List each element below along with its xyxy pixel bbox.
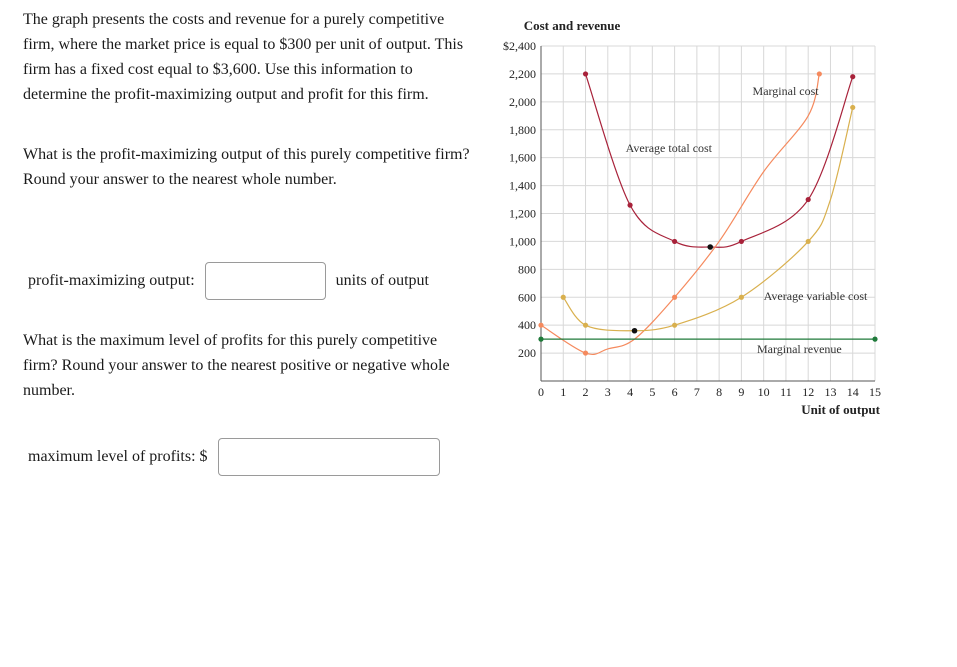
maximum-profit-input[interactable]	[218, 438, 440, 476]
x-tick-label: 10	[757, 385, 770, 399]
y-tick-label: 2,000	[509, 94, 536, 109]
y-tick-label: 2,200	[509, 66, 536, 81]
x-tick-label: 11	[780, 385, 792, 399]
chart-grid	[541, 46, 875, 381]
y-tick-label: 1,000	[509, 234, 536, 249]
curve-label: Marginal revenue	[756, 342, 842, 357]
y-tick-label: 1,200	[509, 206, 536, 221]
x-tick-label: 9	[738, 385, 745, 399]
average-variable-cost-point	[850, 105, 855, 110]
marginal-cost-point	[672, 295, 677, 300]
marginal-cost-point	[817, 71, 822, 76]
average-variable-cost-point	[561, 295, 566, 300]
marginal-revenue-point	[538, 337, 543, 342]
question-2-text: What is the maximum level of profits for this purely competitive firm? Round your answer to the nearest positive or negative whole number.	[23, 332, 450, 399]
y-tick-label: 800	[518, 262, 536, 277]
profit-label: maximum level of profits: $	[28, 448, 208, 465]
marginal-revenue-point	[872, 337, 877, 342]
average-total-cost-point	[672, 239, 677, 244]
x-tick-label: 1	[560, 385, 567, 399]
chart-labels	[626, 84, 868, 356]
curve-label: Average total cost	[625, 141, 713, 156]
profit-maximizing-output-input[interactable]	[205, 262, 326, 300]
cost-revenue-chart	[480, 0, 920, 430]
chart-title: Cost and revenue	[523, 18, 621, 33]
average-total-cost-point	[627, 203, 632, 208]
average-variable-cost-point	[806, 239, 811, 244]
x-tick-label: 7	[693, 385, 700, 399]
average-variable-cost-point	[739, 295, 744, 300]
average-total-cost-point	[806, 197, 811, 202]
chart-x-axis-label: Unit of output	[801, 402, 880, 417]
x-tick-label: 12	[802, 385, 815, 399]
profit-answer-row	[28, 438, 450, 476]
average-variable-cost-point	[583, 323, 588, 328]
x-tick-label: 3	[604, 385, 611, 399]
y-tick-label: 200	[518, 346, 536, 361]
marginal-cost-line	[541, 74, 819, 355]
y-tick-label: $2,400	[503, 39, 536, 53]
average-total-cost-point	[583, 71, 588, 76]
curve-label: Marginal cost	[752, 83, 819, 98]
x-tick-label: 13	[824, 385, 837, 399]
average-variable-cost-point	[672, 323, 677, 328]
y-tick-label: 400	[518, 318, 536, 333]
average-total-cost-point	[850, 74, 855, 79]
x-tick-label: 0	[538, 385, 544, 399]
x-tick-label: 15	[869, 385, 881, 399]
question-1-text: What is the profit-maximizing output of this purely competitive firm? Round your answer to the nearest whole number.	[23, 146, 470, 188]
question-intro: The graph presents the costs and revenue for a purely competitive firm, where the market price is equal to $300 per unit of output. This firm has a fixed cost equal to $3,600. Use this information to determine the profit-maximizing output and profit for this firm.	[23, 11, 464, 103]
x-tick-label: 4	[627, 385, 634, 399]
y-tick-label: 1,800	[509, 122, 536, 137]
y-tick-label: 1,400	[509, 178, 536, 193]
marginal-cost-point	[583, 350, 588, 355]
marginal-cost-point	[538, 323, 543, 328]
y-tick-label: 600	[518, 290, 536, 305]
x-tick-label: 2	[582, 385, 589, 399]
y-tick-label: 1,600	[509, 150, 536, 165]
x-tick-label: 8	[716, 385, 723, 399]
intersection-point	[632, 328, 638, 334]
x-tick-label: 5	[649, 385, 656, 399]
x-tick-label: 14	[846, 385, 859, 399]
output-answer-row	[28, 262, 429, 300]
average-total-cost-point	[739, 239, 744, 244]
output-label: profit-maximizing output:	[28, 272, 195, 289]
output-unit-label: units of output	[335, 272, 429, 289]
curve-label: Average variable cost	[763, 289, 868, 304]
x-tick-label: 6	[671, 385, 678, 399]
intersection-point	[707, 244, 713, 250]
